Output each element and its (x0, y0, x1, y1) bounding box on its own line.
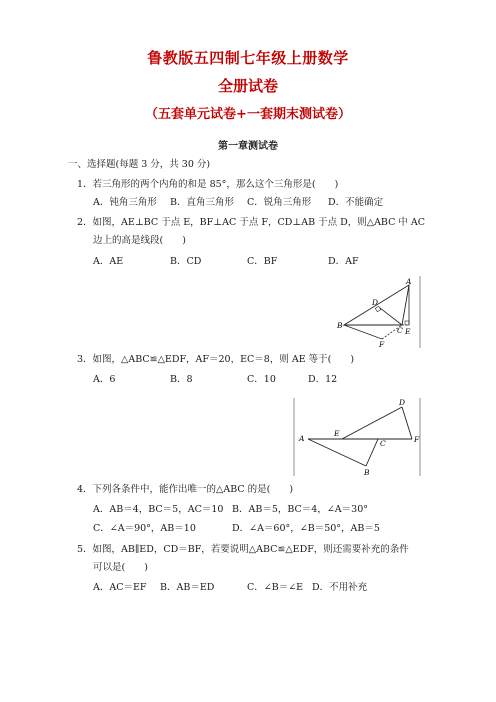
altitude-cd (380, 308, 402, 325)
question-2-stem-line1: 2．如图，AE⊥BC 于点 E，BF⊥AC 于点 F，CD⊥AB 于点 D，则△ABC 中 AC (77, 217, 426, 228)
question-1-option-a: A．钝角三角形 (93, 197, 157, 208)
question-5-stem-line2: 可以是( ) (93, 562, 148, 573)
question-5-option-a: A．AC＝EF (93, 582, 147, 593)
label-c: C (380, 439, 386, 448)
question-1-option-b: B．直角三角形 (170, 197, 234, 208)
label-b: B (364, 468, 370, 477)
label-e: E (405, 327, 411, 336)
altitude-bf (344, 325, 382, 339)
question-2-stem-line2: 边上的高是线段( ) (93, 235, 186, 246)
exam-subtitle: 全册试卷 (217, 77, 278, 95)
question-1-option-c: C．锐角三角形 (247, 197, 312, 208)
question-1-stem: 1．若三角形的两个内角的和是 85°，那么这个三角形是( ) (77, 179, 339, 190)
label-d: D (372, 298, 379, 307)
question-2-figure (334, 274, 430, 350)
question-2-option-d: D．AF (328, 256, 359, 267)
exam-title: 鲁教版五四制七年级上册数学 (147, 49, 349, 67)
segment-ed (342, 407, 402, 439)
question-2-option-b: B．CD (170, 256, 202, 267)
label-b: B (337, 321, 343, 330)
label-f: F (379, 340, 385, 349)
question-4-option-c: C．∠A＝90°，AB＝10 (93, 523, 196, 534)
question-4-option-d: D．∠A＝60°，∠B＝50°，AB＝5 (232, 523, 380, 534)
label-d: D (399, 398, 406, 407)
label-a: A (406, 277, 412, 286)
question-1-option-d: D．不能确定 (328, 197, 384, 208)
question-2-option-c: C．BF (247, 256, 278, 267)
label-e: E (334, 429, 340, 438)
label-c: C (397, 326, 403, 335)
chapter-heading: 第一章测试卷 (218, 141, 278, 152)
question-3-figure (292, 396, 430, 478)
question-3-option-c: C．10 (247, 374, 276, 385)
question-5-option-d: D．不用补充 (312, 582, 368, 593)
question-5-option-b: B．AB＝ED (160, 582, 215, 593)
right-angle-mark-e (405, 321, 409, 325)
label-f: F (414, 435, 420, 444)
segment-ab (308, 439, 366, 466)
question-3-option-b: B．8 (170, 374, 193, 385)
segment-df (402, 407, 412, 439)
section-heading: 一、选择题(每题 3 分，共 30 分) (68, 159, 211, 170)
question-4-option-a: A．AB＝4，BC＝5，AC＝10 (93, 504, 224, 515)
exam-note: （五套单元试卷+一套期末测试卷） (145, 107, 351, 122)
question-3-option-a: A．6 (93, 374, 116, 385)
question-3-stem: 3．如图，△ABC≌△EDF，AF＝20，EC＝8，则 AE 等于( ) (77, 354, 355, 365)
question-5-option-c: C．∠B＝∠E (247, 582, 304, 593)
question-2-option-a: A．AE (93, 256, 124, 267)
question-4-option-b: B．AB＝5，BC＝4，∠A＝30° (232, 504, 368, 515)
question-3-option-d: D．12 (308, 374, 338, 385)
label-a: A (299, 434, 305, 443)
right-angle-mark-d (375, 306, 381, 312)
question-5-stem-line1: 5．如图，AB∥ED，CD＝BF，若要说明△ABC≌△EDF，则还需要补充的条件 (77, 544, 409, 555)
segment-bc (366, 439, 378, 466)
question-4-stem: 4．下列各条件中，能作出唯一的△ABC 的是( ) (77, 484, 294, 495)
